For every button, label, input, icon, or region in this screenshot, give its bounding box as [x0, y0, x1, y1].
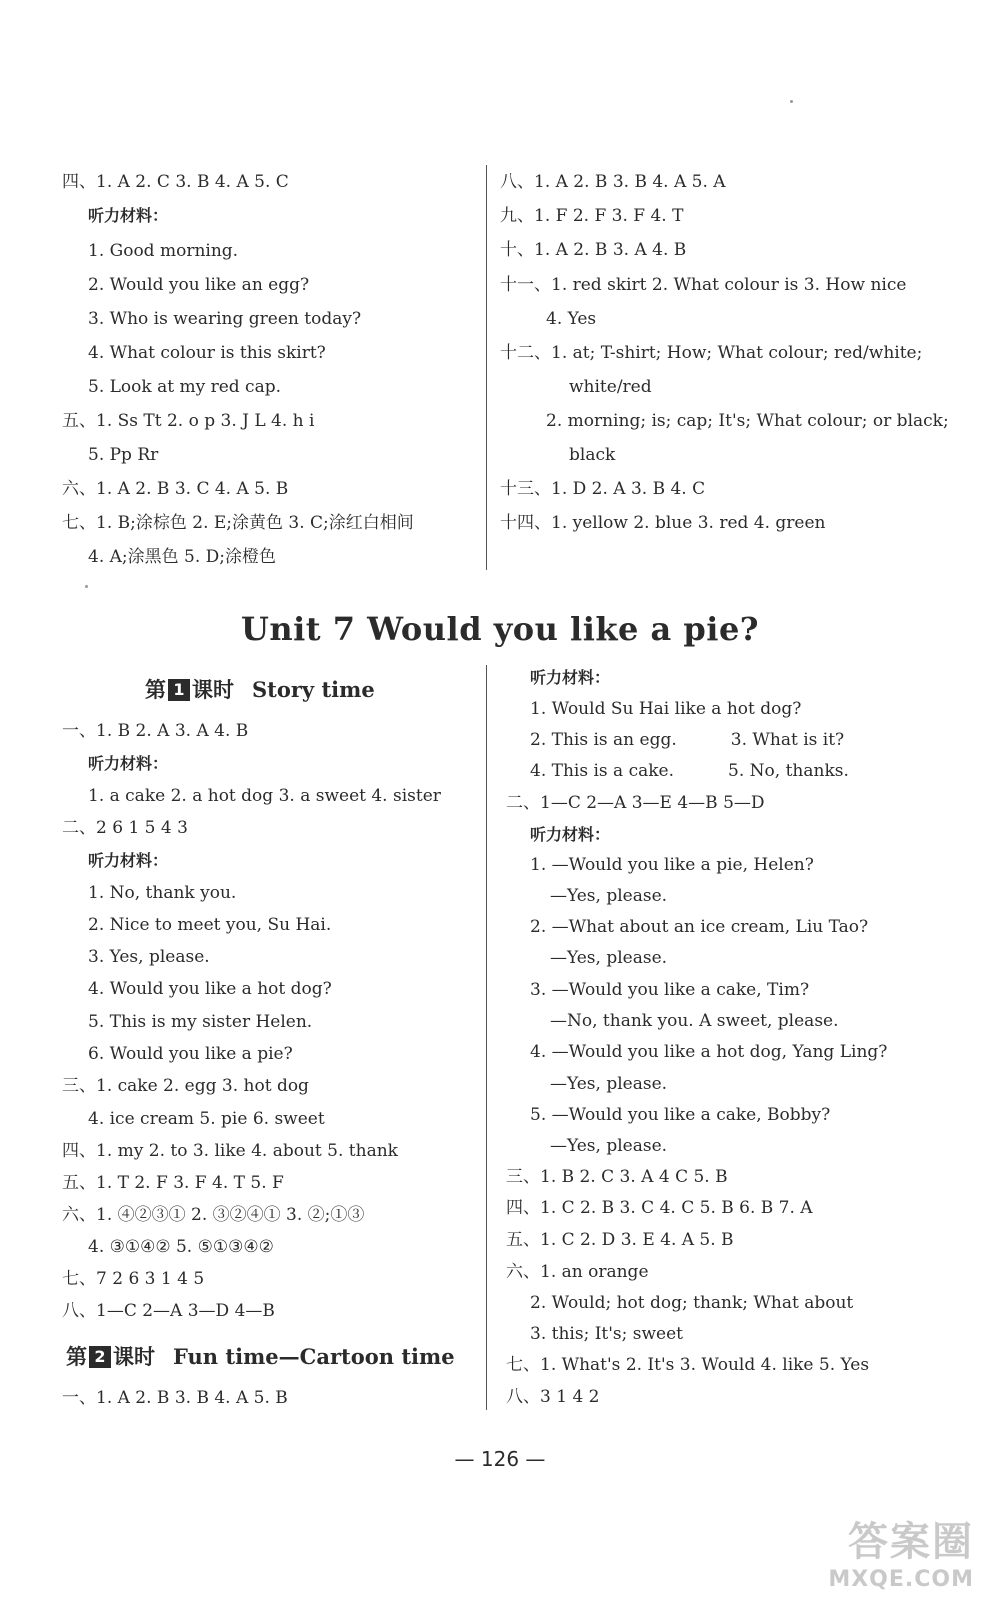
answer-line: 六、1. ④②③① 2. ③②④① 3. ②;①③	[62, 1205, 365, 1225]
answer-line: 2. Nice to meet you, Su Hai.	[88, 915, 332, 935]
answer-line: 4. Yes	[546, 309, 597, 329]
answer-line: 八、3 1 4 2	[506, 1387, 600, 1407]
lesson-1-heading	[145, 674, 375, 704]
answer-line: 六、1. A 2. B 3. C 4. A 5. B	[62, 479, 289, 499]
answer-line: white/red	[569, 377, 652, 397]
listening-heading: 听力材料：	[88, 206, 169, 225]
answer-line: —Yes, please.	[550, 948, 668, 968]
answer-line: 五、1. T 2. F 3. F 4. T 5. F	[62, 1173, 284, 1193]
watermark-logo	[828, 1510, 974, 1592]
scan-speck	[790, 100, 793, 103]
lesson-title: Fun time—Cartoon time	[173, 1344, 455, 1369]
watermark-text: 答案圈	[848, 1519, 974, 1565]
answer-line: black	[569, 445, 616, 465]
answer-line: 七、7 2 6 3 1 4 5	[62, 1269, 205, 1289]
answer-line: 八、1—C 2—A 3—D 4—B	[62, 1301, 275, 1321]
answer-line: 5. Look at my red cap.	[88, 377, 282, 397]
lesson-prefix: 第	[66, 1344, 87, 1369]
page-number: — 126 —	[454, 1447, 546, 1471]
lesson-number-badge: 1	[168, 679, 190, 701]
listening-heading: 听力材料：	[88, 851, 169, 870]
listening-heading: 听力材料：	[530, 668, 611, 687]
answer-line: 三、1. cake 2. egg 3. hot dog	[62, 1076, 309, 1096]
column-divider-bottom	[486, 665, 487, 1410]
answer-line: 五、1. Ss Tt 2. o p 3. J L 4. h i	[62, 411, 315, 431]
lesson-title: Story time	[252, 677, 375, 702]
listening-heading: 听力材料：	[530, 825, 611, 844]
answer-line: 1. —Would you like a pie, Helen?	[530, 855, 814, 875]
answer-line: 2. morning; is; cap; It's; What colour; or black;	[546, 411, 949, 431]
answer-line: 七、1. B;涂棕色 2. E;涂黄色 3. C;涂红白相间	[62, 513, 414, 533]
answer-line: 4. A;涂黑色 5. D;涂橙色	[88, 547, 277, 567]
answer-line: 二、2 6 1 5 4 3	[62, 818, 188, 838]
answer-line: 2. Would you like an egg?	[88, 275, 310, 295]
answer-line: 十一、1. red skirt 2. What colour is 3. How nice	[500, 275, 907, 295]
answer-line: 4. What colour is this skirt?	[88, 343, 326, 363]
answer-line: 六、1. an orange	[506, 1262, 649, 1282]
answer-line: 4. Would you like a hot dog?	[88, 979, 332, 999]
answer-line: 四、1. A 2. C 3. B 4. A 5. C	[62, 172, 289, 192]
answer-line: 2. Would; hot dog; thank; What about	[530, 1293, 854, 1313]
answer-line: 一、1. B 2. A 3. A 4. B	[62, 721, 249, 741]
column-divider-top	[486, 165, 487, 570]
lesson-suffix: 课时	[192, 677, 234, 702]
answer-line: 6. Would you like a pie?	[88, 1044, 293, 1064]
answer-line: 3. Who is wearing green today?	[88, 309, 362, 329]
answer-line: 四、1. my 2. to 3. like 4. about 5. thank	[62, 1141, 398, 1161]
scan-speck	[85, 585, 88, 588]
answer-line: 十、1. A 2. B 3. A 4. B	[500, 240, 687, 260]
answer-line: 4. ice cream 5. pie 6. sweet	[88, 1109, 325, 1129]
answer-line: 4. This is a cake. 5. No, thanks.	[530, 761, 849, 781]
answer-line: 2. —What about an ice cream, Liu Tao?	[530, 917, 869, 937]
watermark-url: MXQE.COM	[828, 1567, 974, 1592]
answer-line: 五、1. C 2. D 3. E 4. A 5. B	[506, 1230, 734, 1250]
answer-line: 1. Good morning.	[88, 241, 239, 261]
answer-line: —No, thank you. A sweet, please.	[550, 1011, 839, 1031]
answer-line: 二、1—C 2—A 3—E 4—B 5—D	[506, 793, 765, 813]
answer-line: —Yes, please.	[550, 1136, 668, 1156]
answer-line: 1. a cake 2. a hot dog 3. a sweet 4. sister	[88, 786, 441, 806]
answer-line: 2. This is an egg. 3. What is it?	[530, 730, 845, 750]
answer-line: 1. No, thank you.	[88, 883, 237, 903]
answer-line: 4. —Would you like a hot dog, Yang Ling?	[530, 1042, 888, 1062]
answer-line: 1. Would Su Hai like a hot dog?	[530, 699, 802, 719]
answer-line: 九、1. F 2. F 3. F 4. T	[500, 206, 684, 226]
answer-line: —Yes, please.	[550, 886, 668, 906]
lesson-prefix: 第	[145, 677, 166, 702]
unit-title: Unit 7 Would you like a pie?	[240, 610, 760, 648]
lesson-2-heading	[66, 1341, 455, 1371]
answer-line: 十四、1. yellow 2. blue 3. red 4. green	[500, 513, 826, 533]
answer-line: 三、1. B 2. C 3. A 4 C 5. B	[506, 1167, 728, 1187]
answer-line: 5. Pp Rr	[88, 445, 159, 465]
listening-heading: 听力材料：	[88, 754, 169, 773]
answer-line: 七、1. What's 2. It's 3. Would 4. like 5. Yes	[506, 1355, 870, 1375]
answer-line: 八、1. A 2. B 3. B 4. A 5. A	[500, 172, 726, 192]
lesson-suffix: 课时	[113, 1344, 155, 1369]
answer-line: —Yes, please.	[550, 1074, 668, 1094]
answer-line: 十二、1. at; T-shirt; How; What colour; red/white;	[500, 343, 923, 363]
answer-line: 一、1. A 2. B 3. B 4. A 5. B	[62, 1388, 288, 1408]
lesson-number-badge: 2	[89, 1346, 111, 1368]
answer-line: 4. ③①④② 5. ⑤①③④②	[88, 1237, 274, 1257]
answer-line: 十三、1. D 2. A 3. B 4. C	[500, 479, 706, 499]
answer-line: 四、1. C 2. B 3. C 4. C 5. B 6. B 7. A	[506, 1198, 813, 1218]
answer-line: 3. Yes, please.	[88, 947, 210, 967]
answer-line: 5. This is my sister Helen.	[88, 1012, 313, 1032]
answer-line: 3. —Would you like a cake, Tim?	[530, 980, 810, 1000]
answer-line: 3. this; It's; sweet	[530, 1324, 683, 1344]
answer-line: 5. —Would you like a cake, Bobby?	[530, 1105, 831, 1125]
